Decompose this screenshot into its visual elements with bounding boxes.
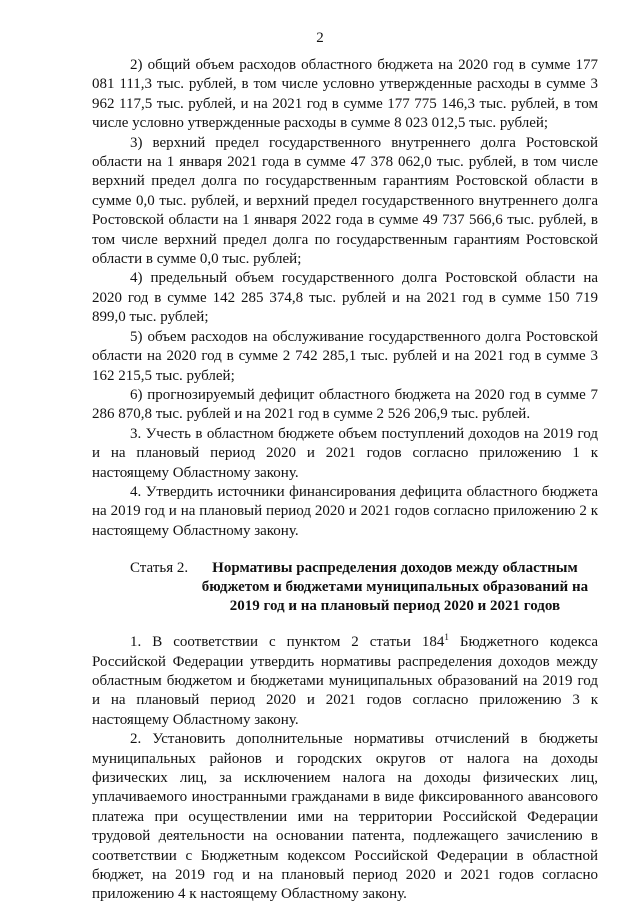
article-number: Статья 2. [130, 560, 192, 577]
paragraph-article-2-item-2: 2. Установить дополнительные нормативы отчислений в бюджеты муниципальных районов и городских округов от налога на доходы физических лиц, за исключением налога на доходы физических лиц, уплачиваемого иностранными гражданами в виде фиксированного авансового платежа при осуществлении ими на территории Российской Федерации трудовой деятельности на основании патента, подлежащего зачислению в соответствии с Бюджетным кодексом Российской Федерации в областной бюджет, на 2019 год и на плановый период 2020 и 2021 годов согласно приложению 4 к настоящему Областному закону. [92, 731, 598, 903]
article-2-heading [92, 559, 598, 616]
paragraph-text-start: 1. В соответствии с пунктом 2 статьи 184 [130, 634, 445, 651]
document-body [92, 56, 598, 905]
paragraph-deficit-financing-appendix-2: 4. Утвердить источники финансирования дефицита областного бюджета на 2019 год и на плановый период 2020 и 2021 годов согласно приложению 2 к настоящему Областному закону. [92, 483, 598, 539]
paragraph-article-2-item-1 [92, 633, 598, 730]
paragraph-budget-deficit: 6) прогнозируемый дефицит областного бюджета на 2020 год в сумме 7 286 870,8 тыс. рублей и на 2021 год в сумме 2 526 206,9 тыс. рублей. [92, 386, 598, 423]
paragraph-text-end: Бюджетного кодекса Российской Федерации утвердить нормативы распределения доходов между областным бюджетом и бюджетами муниципальных образований на 2019 год и на плановый период 2020 и 2021 годов согласно приложению 3 к настоящему Областному закону. [92, 634, 598, 728]
paragraph-revenue-appendix-1: 3. Учесть в областном бюджете объем поступлений доходов на 2019 год и на плановый период 2020 и 2021 годов согласно приложению 1 к настоящему Областному закону. [92, 425, 598, 481]
paragraph-debt-service-expenses: 5) объем расходов на обслуживание государственного долга Ростовской области на 2020 год в сумме 2 742 285,1 тыс. рублей и на 2021 год в сумме 3 162 215,5 тыс. рублей; [92, 328, 598, 384]
article-title: Нормативы распределения доходов между областным бюджетом и бюджетами муниципальных образований на 2019 год и на плановый период 2020 и 2021 годов [201, 560, 589, 615]
paragraph-total-expenditure: 2) общий объем расходов областного бюджета на 2020 год в сумме 177 081 111,3 тыс. рублей, в том числе условно утвержденные расходы в сумме 3 962 117,5 тыс. рублей, и на 2021 год в сумме 177 775 146,3 тыс. рублей, в том числе условно утвержденные расходы в сумме 8 023 012,5 тыс. рублей; [92, 57, 598, 132]
page-number: 2 [316, 30, 324, 46]
superscript-marker: 1 [444, 632, 449, 643]
paragraph-debt-upper-limit: 3) верхний предел государственного внутреннего долга Ростовской области на 1 января 2021 года в сумме 47 378 062,0 тыс. рублей, в том числе верхний предел долга по государственным гарантиям Ростовской области в сумме 0,0 тыс. рублей, и верхний предел государственного внутреннего долга Ростовской области на 1 января 2022 года в сумме 49 737 566,6 тыс. рублей, в том числе верхний предел долга по государственным гарантиям Ростовской области в сумме 0,0 тыс. рублей; [92, 134, 598, 268]
paragraph-debt-max-volume: 4) предельный объем государственного долга Ростовской области на 2020 год в сумме 142 285 374,8 тыс. рублей и на 2021 год в сумме 150 719 899,0 тыс. рублей; [92, 270, 598, 326]
